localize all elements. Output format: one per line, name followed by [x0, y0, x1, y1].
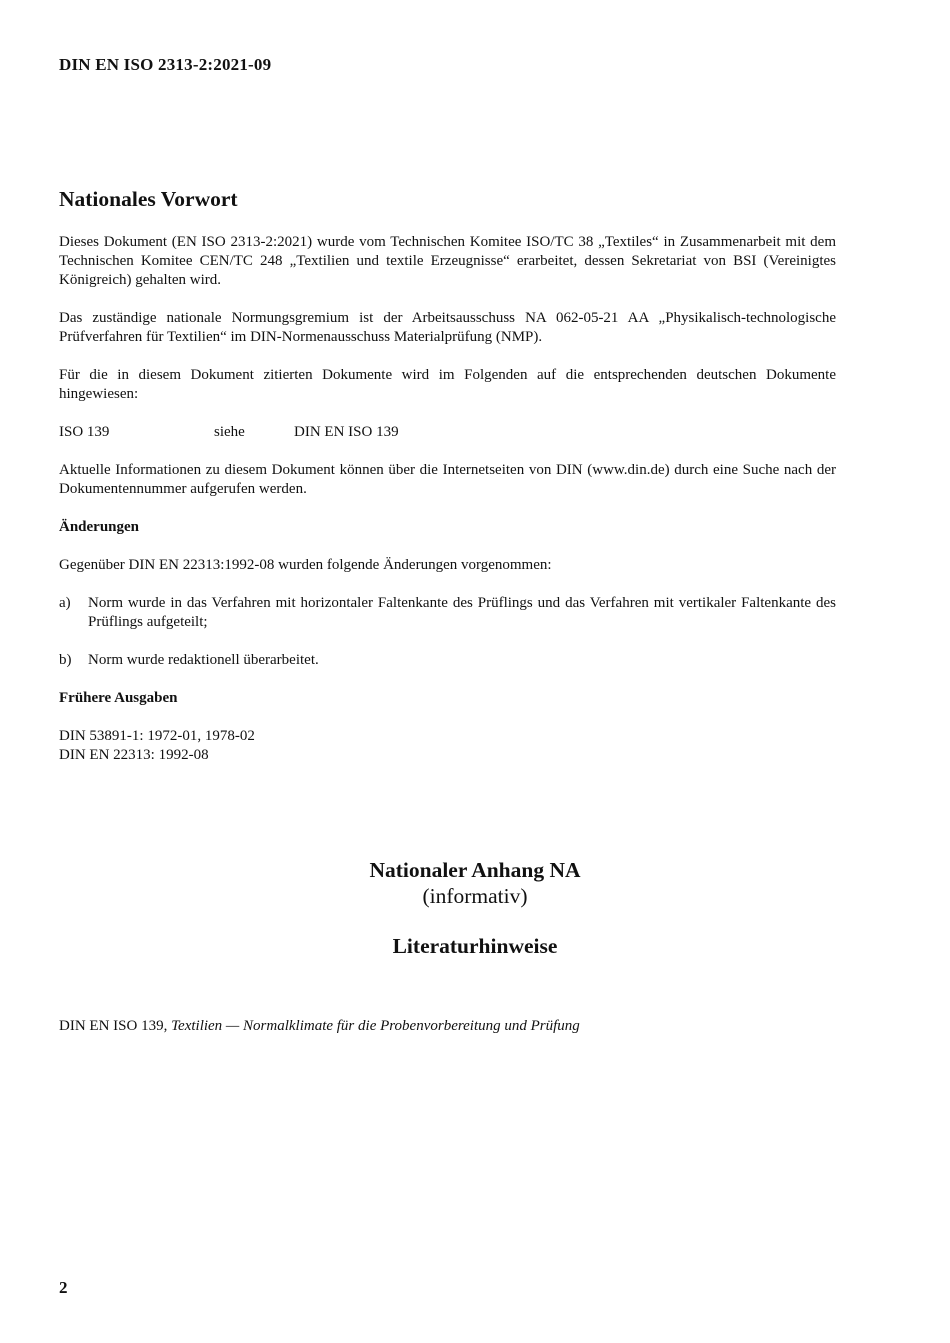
previous-editions-list: [59, 727, 836, 765]
bibliography-ref: DIN EN ISO 139,: [59, 1018, 172, 1034]
bibliography-entry: [59, 1018, 580, 1035]
previous-editions-heading: Frühere Ausgaben: [59, 690, 178, 706]
foreword-paragraph-1: Dieses Dokument (EN ISO 2313-2:2021) wurde vom Technischen Komitee ISO/TC 38 „Textiles“ in Zusammenarbeit mit dem Technischen Komitee CEN/TC 248 „Textilien und textile Erzeugnisse“ erarbeitet, dessen Sekretariat von BSI (Vereinigtes Königreich) gehalten wird.: [59, 234, 836, 288]
changes-heading: Änderungen: [59, 519, 140, 535]
annex-title: Nationaler Anhang NA: [369, 858, 581, 882]
list-item: [59, 594, 836, 632]
foreword-paragraph-3: Für die in diesem Dokument zitierten Dokumente wird im Folgenden auf die entsprechenden deutschen Dokumente hingewiesen:: [59, 367, 836, 402]
edition-line: DIN EN 22313: 1992-08: [59, 747, 209, 763]
reference-iso: ISO 139: [59, 424, 110, 440]
foreword-section: [59, 187, 836, 765]
national-annex: [0, 857, 950, 959]
literature-title: Literaturhinweise: [392, 934, 558, 958]
list-marker: b): [59, 652, 72, 668]
list-text: Norm wurde in das Verfahren mit horizontaler Faltenkante des Prüflings und das Verfahren mit vertikaler Faltenkante des Prüflings aufgeteilt;: [88, 595, 836, 630]
list-item: [59, 651, 836, 670]
document-id-header: DIN EN ISO 2313-2:2021-09: [59, 55, 272, 74]
foreword-paragraph-4: Aktuelle Informationen zu diesem Dokument können über die Internetseiten von DIN (www.din.de) durch eine Suche nach der Dokumentennummer aufgerufen werden.: [59, 462, 836, 497]
bibliography-title: Textilien — Normalklimate für die Probenvorbereitung und Prüfung: [171, 1018, 580, 1034]
list-marker: a): [59, 595, 71, 611]
foreword-paragraph-2: Das zuständige nationale Normungsgremium ist der Arbeitsausschuss NA 062-05-21 AA „Physikalisch-technologische Prüfverfahren für Textilien“ im DIN-Normenausschuss Materialprüfung (NMP).: [59, 310, 836, 345]
changes-intro: Gegenüber DIN EN 22313:1992-08 wurden folgende Änderungen vorgenommen:: [59, 557, 552, 573]
foreword-title: Nationales Vorwort: [59, 187, 238, 211]
edition-line: DIN 53891-1: 1972-01, 1978-02: [59, 728, 255, 744]
page-number: 2: [59, 1278, 68, 1297]
list-text: Norm wurde redaktionell überarbeitet.: [88, 652, 319, 668]
reference-row: [59, 423, 836, 442]
annex-subtitle: (informativ): [422, 884, 528, 908]
reference-din: DIN EN ISO 139: [294, 424, 399, 440]
reference-see: siehe: [214, 424, 245, 440]
